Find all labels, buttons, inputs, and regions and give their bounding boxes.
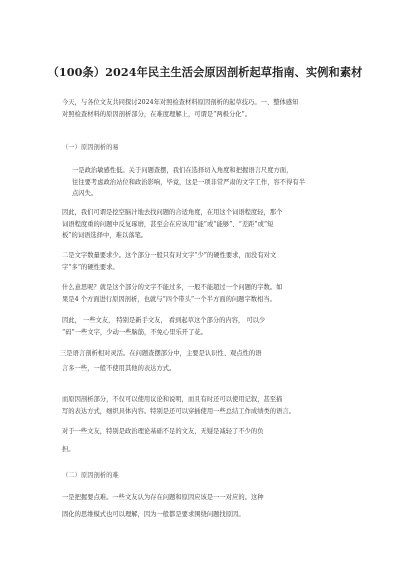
paragraph-therefore xyxy=(62,207,356,242)
paragraph-point-one xyxy=(72,165,356,200)
text-line: 今天，与各位文友共同探讨2024年对照检查材料原因剖析的起草技巧。一、整体感知 xyxy=(62,99,299,106)
text-line: 二是文字数量要求少。这个部分一般只有对文字“少”的硬性要求，而没有对文 xyxy=(62,252,277,259)
text-line: 往往要考虑政治站位和政治影响，毕竟，这是一项非常严肃的文字工作，容不得有半 xyxy=(72,178,305,186)
text-line: 什么意思呢？就是这个部分的文字不能过多，一般不能超过一个问题的字数。如 xyxy=(62,284,283,291)
text-line: 对于一些文友，特别是政治理论基础不足的文友，无疑是减轻了不少的负 xyxy=(62,428,264,435)
paragraph-hard-one xyxy=(62,492,356,520)
text-line: 字“多”的硬性要求。 xyxy=(62,263,119,271)
text-line: 因此，我们可谓是挖空脑汁地去找问题的合适角度，在用这个词语程度轻，那个 xyxy=(62,209,283,216)
text-line: 因此， 一些文友， 特别是新手文友， 看到起草这个部分的内容， 可以少 xyxy=(62,317,266,324)
text-line: “码”一些文字，少动一些脑筋，不免心里乐开了花。 xyxy=(62,328,207,336)
text-line: 一是政治敏感性低。关于问题查摆，我们在选择切入角度和把握语言尺度方面， xyxy=(72,167,293,174)
text-line: 果是4 个方面进行原因剖析，也就与“四个带头”一个半方面的问题字数相当。 xyxy=(62,295,276,303)
text-line: 固化的思维模式也可以理解，因为一般都是要求围绕问题找原因。 xyxy=(62,510,245,518)
paragraph-point-three xyxy=(62,348,362,374)
text-line: 一是把握要点难。一些文友认为存在问题和原因应该是一一对应的。这种 xyxy=(62,494,264,501)
section-heading-easy: （一）原因剖析的易 xyxy=(62,144,119,151)
paragraph-intro xyxy=(62,97,356,120)
section-heading-hard: （二）原因剖析的难 xyxy=(62,472,119,479)
text-line: 词语程度重的问题中反复琢磨，甚至会在应该用“能”或“能够”、“差距”或“短 xyxy=(62,220,274,228)
paragraph-expression xyxy=(62,394,356,417)
paragraph-new-writers xyxy=(62,315,356,338)
text-line: 板”的词语选择中，难以落笔。 xyxy=(62,232,148,239)
text-line: 对照检查材料的原因剖析部分，在难度理解上，可谓是“两极分化”。 xyxy=(62,110,252,118)
text-line: 而原因剖析部分，不仅可以使用议论和说明，而且有时还可以使用记叙，甚至描 xyxy=(62,396,283,403)
text-line: 担。 xyxy=(62,445,75,453)
text-line: 言多一些，一般不使用其他的表达方式。 xyxy=(62,364,176,372)
text-line: 三是语言剖析相对灵活。在问题查摆部分中，主要是认识性、观点性的语 xyxy=(60,350,262,357)
text-line: 写的表达方式，细织具体内容。特别是还可以穿插使用一些总结工作成绩类的语言。 xyxy=(62,407,295,415)
text-line: 点闪失。 xyxy=(72,190,98,197)
paragraph-burden xyxy=(62,426,356,455)
paragraph-meaning xyxy=(62,282,356,305)
document-title: （100条）2024年民主生活会原因剖析起草指南、实例和素材 xyxy=(47,65,363,79)
paragraph-point-two xyxy=(62,250,356,273)
